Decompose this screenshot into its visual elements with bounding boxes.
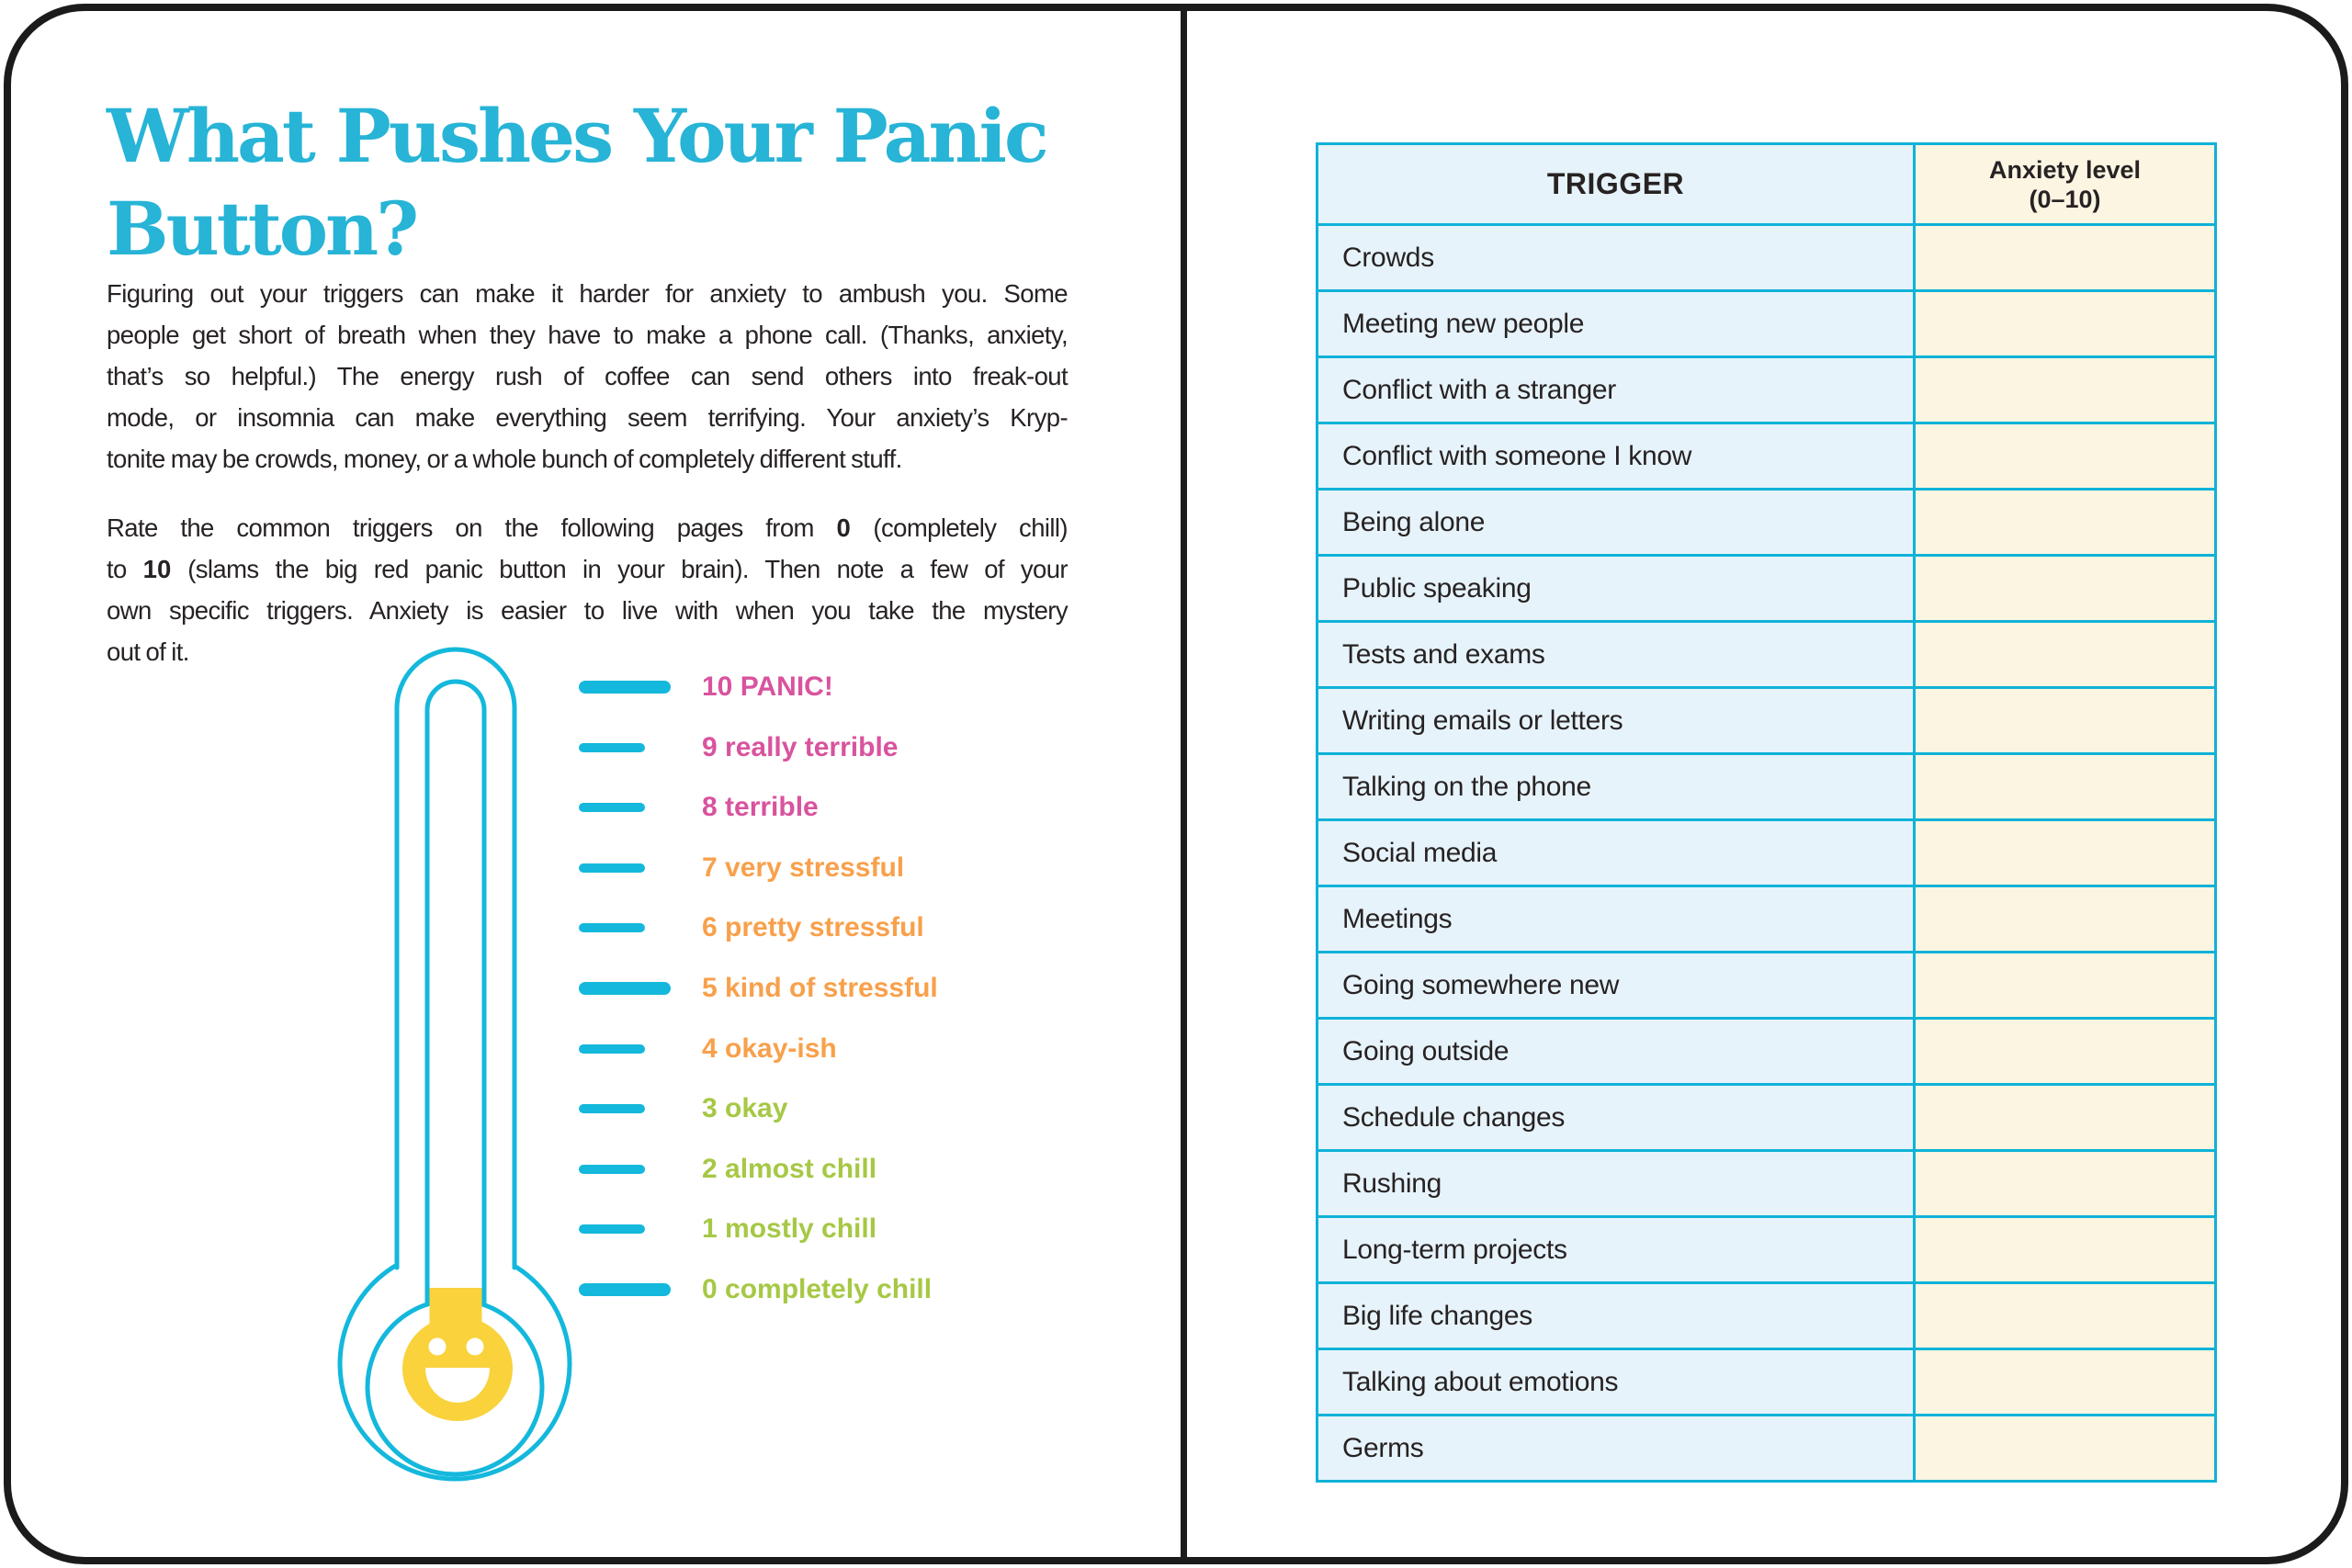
page-divider	[1181, 11, 1187, 1557]
anxiety-value-cell[interactable]	[1915, 1019, 2216, 1085]
anxiety-header-line2: (0–10)	[2029, 185, 2101, 213]
trigger-cell: Tests and exams	[1317, 622, 1915, 688]
anxiety-value-cell[interactable]	[1915, 820, 2216, 886]
table-row	[1317, 225, 2216, 291]
table-row	[1317, 1283, 2216, 1349]
scale-tick	[579, 1224, 645, 1234]
text-line: Figuring out your triggers can make it harder for anxiety to ambush you. Some	[107, 279, 1068, 308]
table-row	[1317, 1217, 2216, 1283]
trigger-cell: Big life changes	[1317, 1283, 1915, 1349]
scale-tick	[579, 863, 645, 873]
text-line: tonite may be crowds, money, or a whole bunch of completely different stuff.	[107, 445, 902, 473]
anxiety-column-header	[1915, 144, 2216, 225]
text-line: people get short of breath when they have to make a phone call. (Thanks, anxiety,	[107, 321, 1068, 349]
trigger-cell: Conflict with someone I know	[1317, 423, 1915, 490]
table-row	[1317, 820, 2216, 886]
page-title	[107, 90, 1046, 276]
scale-label: 1 mostly chill	[702, 1213, 877, 1245]
text-line: out of it.	[107, 637, 189, 666]
thermometer-illustration	[323, 636, 599, 1517]
table-row	[1317, 1151, 2216, 1217]
scale-tick	[579, 923, 645, 932]
anxiety-value-cell[interactable]	[1915, 688, 2216, 754]
anxiety-value-cell[interactable]	[1915, 622, 2216, 688]
trigger-cell: Meeting new people	[1317, 291, 1915, 357]
table-row	[1317, 886, 2216, 953]
scale-label: 9 really terrible	[702, 731, 899, 762]
scale-label: 5 kind of stressful	[702, 973, 938, 1003]
trigger-cell: Crowds	[1317, 225, 1915, 291]
trigger-column-header: TRIGGER	[1317, 144, 1915, 225]
scale-tick	[579, 1104, 645, 1113]
table-row	[1317, 357, 2216, 423]
trigger-cell: Writing emails or letters	[1317, 688, 1915, 754]
trigger-cell: Public speaking	[1317, 556, 1915, 622]
anxiety-value-cell[interactable]	[1915, 357, 2216, 423]
anxiety-value-cell[interactable]	[1915, 556, 2216, 622]
scale-tick	[579, 982, 671, 995]
table-header-row	[1317, 144, 2216, 225]
anxiety-value-cell[interactable]	[1915, 1416, 2216, 1482]
scale-label: 6 pretty stressful	[702, 912, 924, 943]
smiley-left-eye-icon	[429, 1338, 447, 1356]
trigger-cell: Going somewhere new	[1317, 953, 1915, 1019]
scale-tick	[579, 1283, 671, 1296]
text-line: to 10 (slams the big red panic button in your brain). Then note a few of your	[107, 555, 1068, 583]
table-row	[1317, 490, 2216, 556]
anxiety-value-cell[interactable]	[1915, 490, 2216, 556]
scale-label: 7 very stressful	[702, 852, 905, 883]
text-line: mode, or insomnia can make everything seem terrifying. Your anxiety’s Kryp-	[107, 403, 1068, 432]
anxiety-value-cell[interactable]	[1915, 1349, 2216, 1416]
page-title-line: Button?	[107, 186, 417, 272]
scale-label: 0 completely chill	[702, 1274, 933, 1304]
scale-label: 2 almost chill	[702, 1153, 877, 1184]
trigger-cell: Going outside	[1317, 1019, 1915, 1085]
anxiety-value-cell[interactable]	[1915, 291, 2216, 357]
trigger-cell: Schedule changes	[1317, 1085, 1915, 1151]
table-row	[1317, 1019, 2216, 1085]
table-row	[1317, 556, 2216, 622]
anxiety-value-cell[interactable]	[1915, 886, 2216, 953]
thermometer-tube-inner	[427, 682, 484, 1304]
scale-label: 4 okay-ish	[702, 1032, 837, 1064]
trigger-cell: Talking about emotions	[1317, 1349, 1915, 1416]
scale-label: 8 terrible	[702, 792, 819, 823]
text-line: own specific triggers. Anxiety is easier to live with when you take the mystery	[107, 596, 1068, 625]
scale-tick	[579, 1165, 645, 1174]
scale-tick	[579, 1044, 645, 1054]
trigger-cell: Germs	[1317, 1416, 1915, 1482]
anxiety-value-cell[interactable]	[1915, 953, 2216, 1019]
table-row	[1317, 1085, 2216, 1151]
anxiety-value-cell[interactable]	[1915, 423, 2216, 490]
intro-paragraph	[107, 273, 1068, 479]
scale-tick	[579, 743, 645, 752]
smiley-right-eye-icon	[467, 1338, 484, 1356]
text-line: that’s so helpful.) The energy rush of coffee can send others into freak-out	[107, 362, 1068, 390]
table-row	[1317, 423, 2216, 490]
anxiety-value-cell[interactable]	[1915, 1151, 2216, 1217]
table-row	[1317, 622, 2216, 688]
trigger-table-body	[1317, 225, 2216, 1482]
scale-label: 10 PANIC!	[702, 671, 833, 702]
trigger-cell: Social media	[1317, 820, 1915, 886]
table-row	[1317, 688, 2216, 754]
scale-tick	[579, 681, 671, 694]
trigger-cell: Rushing	[1317, 1151, 1915, 1217]
scale-tick	[579, 803, 645, 812]
anxiety-header-line1: Anxiety level	[1988, 155, 2142, 184]
trigger-cell: Talking on the phone	[1317, 754, 1915, 820]
anxiety-value-cell[interactable]	[1915, 1283, 2216, 1349]
trigger-cell: Being alone	[1317, 490, 1915, 556]
anxiety-value-cell[interactable]	[1915, 1217, 2216, 1283]
table-row	[1317, 1416, 2216, 1482]
book-spread	[4, 4, 2348, 1564]
scale-label: 3 okay	[702, 1093, 788, 1124]
anxiety-value-cell[interactable]	[1915, 1085, 2216, 1151]
trigger-cell: Long-term projects	[1317, 1217, 1915, 1283]
trigger-cell: Conflict with a stranger	[1317, 357, 1915, 423]
table-row	[1317, 1349, 2216, 1416]
anxiety-value-cell[interactable]	[1915, 225, 2216, 291]
text-line: Rate the common triggers on the following pages from 0 (completely chill)	[107, 513, 1068, 542]
table-row	[1317, 953, 2216, 1019]
trigger-table	[1316, 142, 2217, 1483]
table-row	[1317, 291, 2216, 357]
anxiety-value-cell[interactable]	[1915, 754, 2216, 820]
trigger-cell: Meetings	[1317, 886, 1915, 953]
table-row	[1317, 754, 2216, 820]
page-title-line: What Pushes Your Panic	[107, 93, 1046, 179]
